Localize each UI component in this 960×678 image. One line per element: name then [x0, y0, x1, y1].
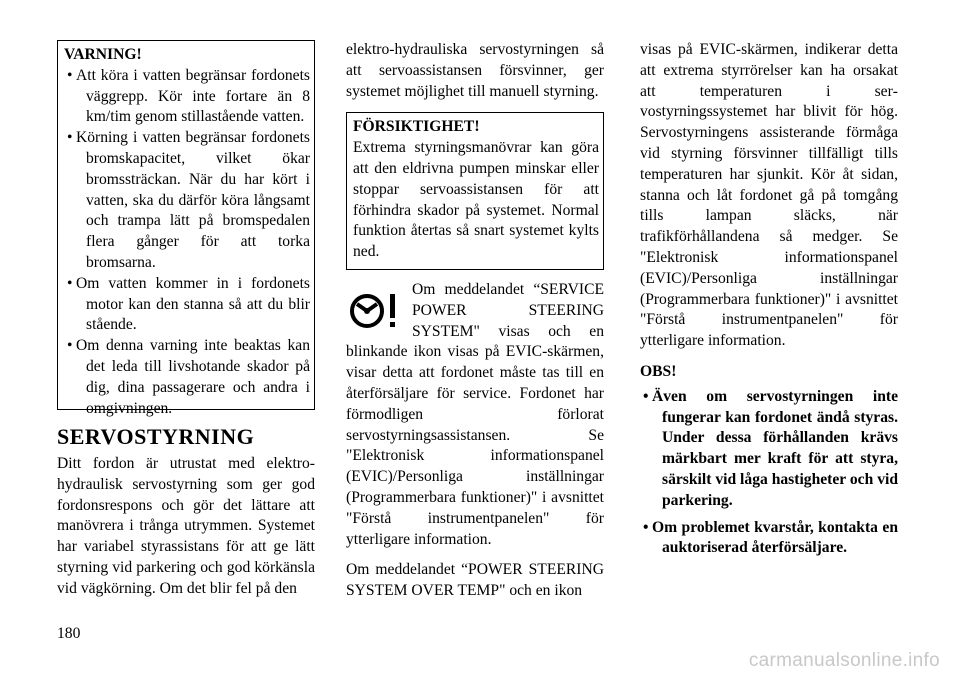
- column-right: [640, 40, 898, 559]
- warning-box: [57, 40, 315, 417]
- obs-label: OBS!: [640, 362, 677, 380]
- service-paragraph: Om meddelandet “SERVICE POWER STEERING SYSTEM" visas och en blinkande ikon visas på EVIC-skärmen, visar detta att fordonet måste tas till en återförsäljare för service. Fordonet har förmodligen förlorat servostyrningsassistansen. Se "Elektronisk informationspanel (EVIC)/Personliga inställningar (Programmerbara funktioner)" i avsnittet "Förstå instrumentpanelen" för ytterligare information.: [346, 280, 604, 548]
- column-left: [57, 40, 315, 600]
- service-block: [346, 280, 604, 550]
- warning-title: VARNING!: [64, 46, 142, 63]
- caution-title: FÖRSIKTIGHET!: [353, 118, 480, 136]
- obs-item: • Även om servostyrningen inte fungerar kan fordonet ändå styras. Under dessa förhållanden krävs märkbart mer kraft för att styra, särskilt vid låga hastigheter och vid parkering.: [640, 387, 898, 512]
- warning-item: • Att köra i vatten begränsar fordonets väggrepp. Kör inte fortare än 8 km/tim genom stillastående vatten.: [64, 66, 310, 128]
- page-number: 180: [57, 625, 81, 642]
- overtemp-paragraph: Om meddelandet “POWER STEERING SYSTEM OVER TEMP" och en ikon: [346, 561, 604, 600]
- overtemp-continued: visas på EVIC-skärmen, indikerar detta att extrema styrrörelser kan ha orsakat att temperaturen i servostyrningssystemet har blivit för hög. Servostyrningens assisterande förmåga vid styrning försvinner tillfälligt tills temperaturen har sjunkit. Kör åt sidan, stanna och låt fordonet gå på tomgång tills lampan släcks, när trafikförhållandena så medger. Se "Elektronisk informationspanel (EVIC)/Personliga inställningar (Programmerbara funktioner)" i avsnittet "Förstå instrumentpanelen" för ytterligare information.: [640, 41, 898, 350]
- warning-item: • Om denna varning inte beaktas kan det leda till livshotande skador på dig, dina passagerare och andra i omgivningen.: [64, 336, 310, 419]
- caution-box: [346, 112, 604, 270]
- caution-text: Extrema styrningsmanövrar kan göra att den eldrivna pumpen minskar eller stoppar servoassistansen för att förhindra skador på systemet. Normal funktion återtas så snart systemet kylts ned.: [353, 139, 599, 261]
- intro-paragraph: Ditt fordon är utrustat med elektrohydraulisk servostyrning som ger god fordonsrespons och gör det lättare att manövrera i trånga utrymmen. Systemet har variabel styrassistans för att ge lätt styrning vid parkering och god körkänsla vid vägkörning. Om det blir fel på den: [57, 455, 315, 597]
- warning-list: [64, 66, 310, 420]
- intro-continued: elektro-hydrauliska servostyrningen så att servoassistansen försvinner, ger systemet möjlighet till manuell styrning.: [346, 41, 604, 100]
- warning-item: • Körning i vatten begränsar fordonets bromskapacitet, vilket ökar bromssträckan. När du har kört i vatten, ska du därför köra långsamt och trampa lätt på bromspedalen flera gånger för att torka bromsarna.: [64, 128, 310, 274]
- obs-item: • Om problemet kvarstår, kontakta en auktoriserad återförsäljare.: [640, 518, 898, 560]
- section-heading: SERVOSTYRNING: [57, 424, 255, 449]
- warning-item: • Om vatten kommer in i fordonets motor kan den stanna så att du blir stående.: [64, 274, 310, 336]
- column-middle: [346, 40, 604, 602]
- watermark: carmanualsonline.info: [748, 650, 940, 672]
- steering-warning-icon: [346, 286, 404, 336]
- obs-list: [640, 387, 898, 559]
